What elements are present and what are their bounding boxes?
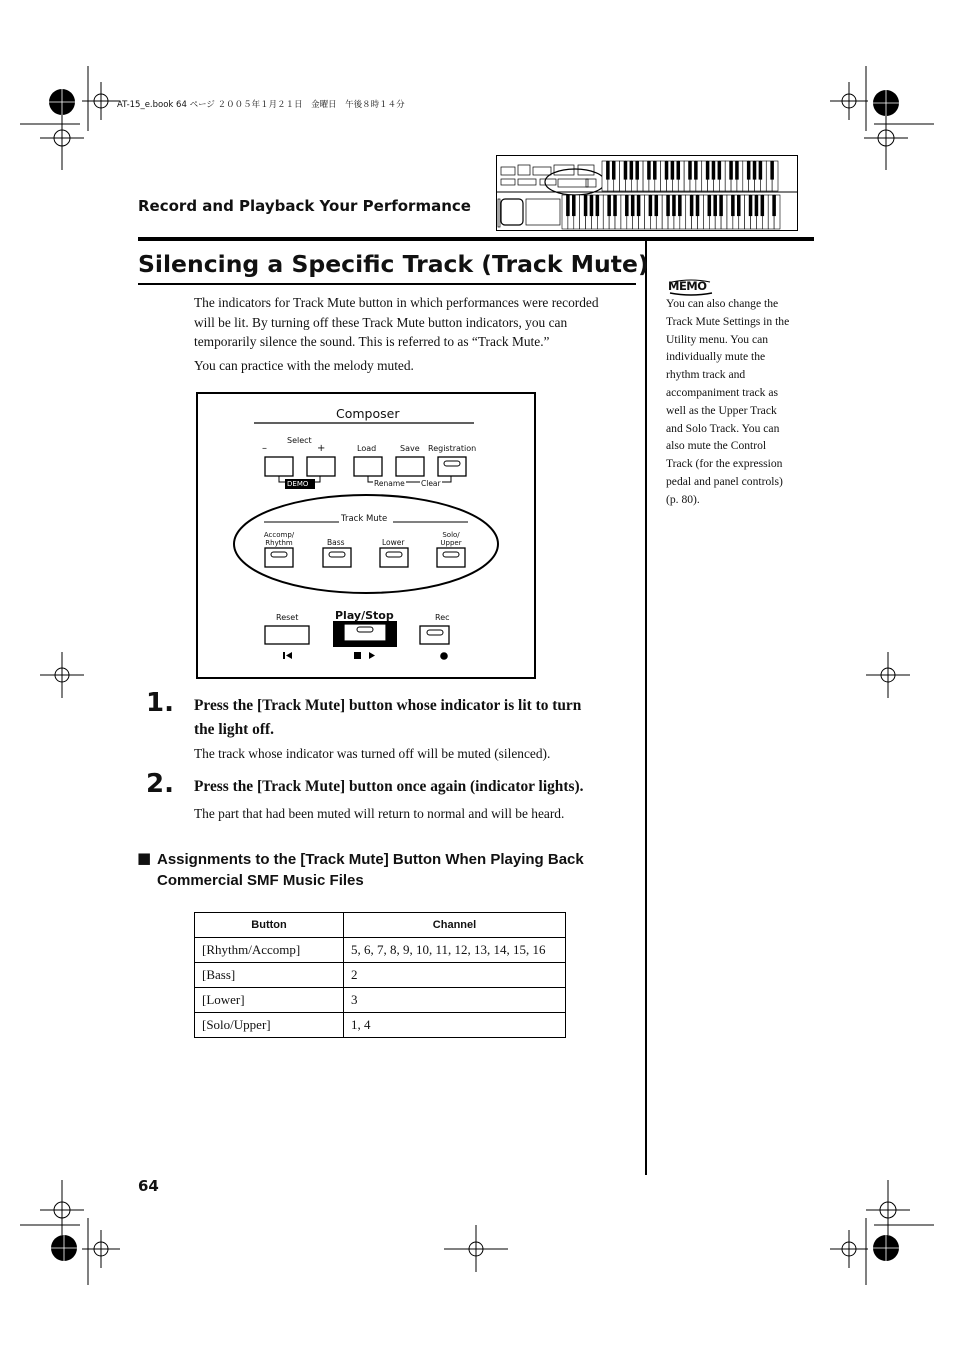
table-row <box>195 988 566 1013</box>
step-1-line: Press the [Track Mute] button whose indicator is lit to turn <box>194 697 582 714</box>
assignment-table <box>194 912 566 1038</box>
page-number: 64 <box>138 1177 159 1195</box>
memo-line: pedal and panel controls) <box>666 474 783 488</box>
memo-label: MEMO <box>668 279 707 293</box>
composer-panel-diagram <box>196 392 536 679</box>
memo-line: You can also change the <box>666 297 779 310</box>
column-header: Button <box>195 913 344 938</box>
rhythm-line: Rhythm <box>265 539 293 547</box>
load-label: Load <box>357 444 377 453</box>
memo-line: Track (for the expression <box>666 457 783 471</box>
rec-label: Rec <box>435 613 450 622</box>
organ-thumbnail-image <box>496 155 799 232</box>
memo-line: well as the Upper Track <box>666 403 777 417</box>
section-header: Record and Playback Your Performance <box>138 197 471 215</box>
column-rule <box>645 240 647 1175</box>
memo-text <box>666 295 811 509</box>
memo-line: and Solo Track. You can <box>666 421 780 435</box>
print-header: AT-15_e.book 64 ページ ２００５年１月２１日 金曜日 午後８時１４分 <box>117 100 405 110</box>
lower-label: Lower <box>382 538 405 547</box>
table-row <box>195 1013 566 1038</box>
track-mute-label: Track Mute <box>341 514 388 524</box>
intro-paragraph <box>194 293 634 352</box>
subsection-bullet: ■ <box>137 849 152 867</box>
intro-line: The indicators for Track Mute button in which performances were recorded <box>194 295 599 310</box>
table-row <box>195 963 566 988</box>
channel-cell: 2 <box>344 963 566 988</box>
button-cell: [Bass] <box>195 963 344 988</box>
channel-cell: 3 <box>344 988 566 1013</box>
step-1-number: 1. <box>146 688 174 718</box>
table-header-row <box>195 913 566 938</box>
play-stop-label: Play/Stop <box>335 609 394 622</box>
memo-line: individually mute the <box>666 350 766 364</box>
memo-icon <box>668 278 707 293</box>
minus-label: – <box>262 443 267 454</box>
subsection-line: Assignments to the [Track Mute] Button When Playing Back <box>157 851 584 868</box>
channel-cell: 5, 6, 7, 8, 9, 10, 11, 12, 13, 14, 15, 16 <box>344 938 566 963</box>
step-2-note: The part that had been muted will return to normal and will be heard. <box>194 806 565 821</box>
button-cell: [Lower] <box>195 988 344 1013</box>
step-2-instruction: Press the [Track Mute] button once again (indicator lights). <box>194 778 584 795</box>
accomp-label <box>262 531 296 547</box>
save-label: Save <box>400 444 420 453</box>
step-1-instruction <box>194 694 634 742</box>
column-header: Channel <box>344 913 566 938</box>
memo-line: Utility menu. You can <box>666 332 769 346</box>
lower-keyboard-icon <box>562 195 780 229</box>
page-title: Silencing a Specific Track (Track Mute) <box>138 250 649 278</box>
memo-line: also mute the Control <box>666 439 767 453</box>
rename-label: Rename <box>374 479 405 488</box>
step-1-note: The track whose indicator was turned off will be muted (silenced). <box>194 746 551 761</box>
plus-label: + <box>317 443 326 454</box>
practice-text: You can practice with the melody muted. <box>194 358 414 373</box>
solo-line: Solo/ <box>442 531 460 539</box>
memo-line: rhythm track and <box>666 368 746 382</box>
table-row <box>195 938 566 963</box>
registration-label: Registration <box>428 444 477 453</box>
button-cell: [Rhythm/Accomp] <box>195 938 344 963</box>
subsection-line: Commercial SMF Music Files <box>157 872 364 889</box>
upper-keyboard-icon <box>602 161 778 191</box>
subsection-heading <box>157 849 584 891</box>
accomp-line: Accomp/ <box>263 531 295 539</box>
channel-cell: 1, 4 <box>344 1013 566 1038</box>
reset-label: Reset <box>276 613 299 622</box>
demo-label: DEMO <box>287 480 309 488</box>
intro-line: will be lit. By turning off these Track Mute button indicators, you can <box>194 314 568 330</box>
header-rule <box>138 237 814 241</box>
upper-line: Upper <box>440 539 462 547</box>
memo-line: Track Mute Settings in the <box>666 314 790 328</box>
intro-line: temporarily silence the sound. This is referred to as “Track Mute.” <box>194 334 550 349</box>
solo-upper-label <box>434 531 468 547</box>
memo-line: accompaniment track as <box>666 385 779 399</box>
step-2-number: 2. <box>146 769 174 799</box>
composer-label: Composer <box>336 406 400 421</box>
step-1-line: the light off. <box>194 721 274 738</box>
memo-line: (p. 80). <box>666 492 700 506</box>
bass-label: Bass <box>327 538 345 547</box>
select-label: Select <box>287 436 312 445</box>
title-rule <box>138 283 636 285</box>
clear-label: Clear <box>421 479 441 488</box>
button-cell: [Solo/Upper] <box>195 1013 344 1038</box>
